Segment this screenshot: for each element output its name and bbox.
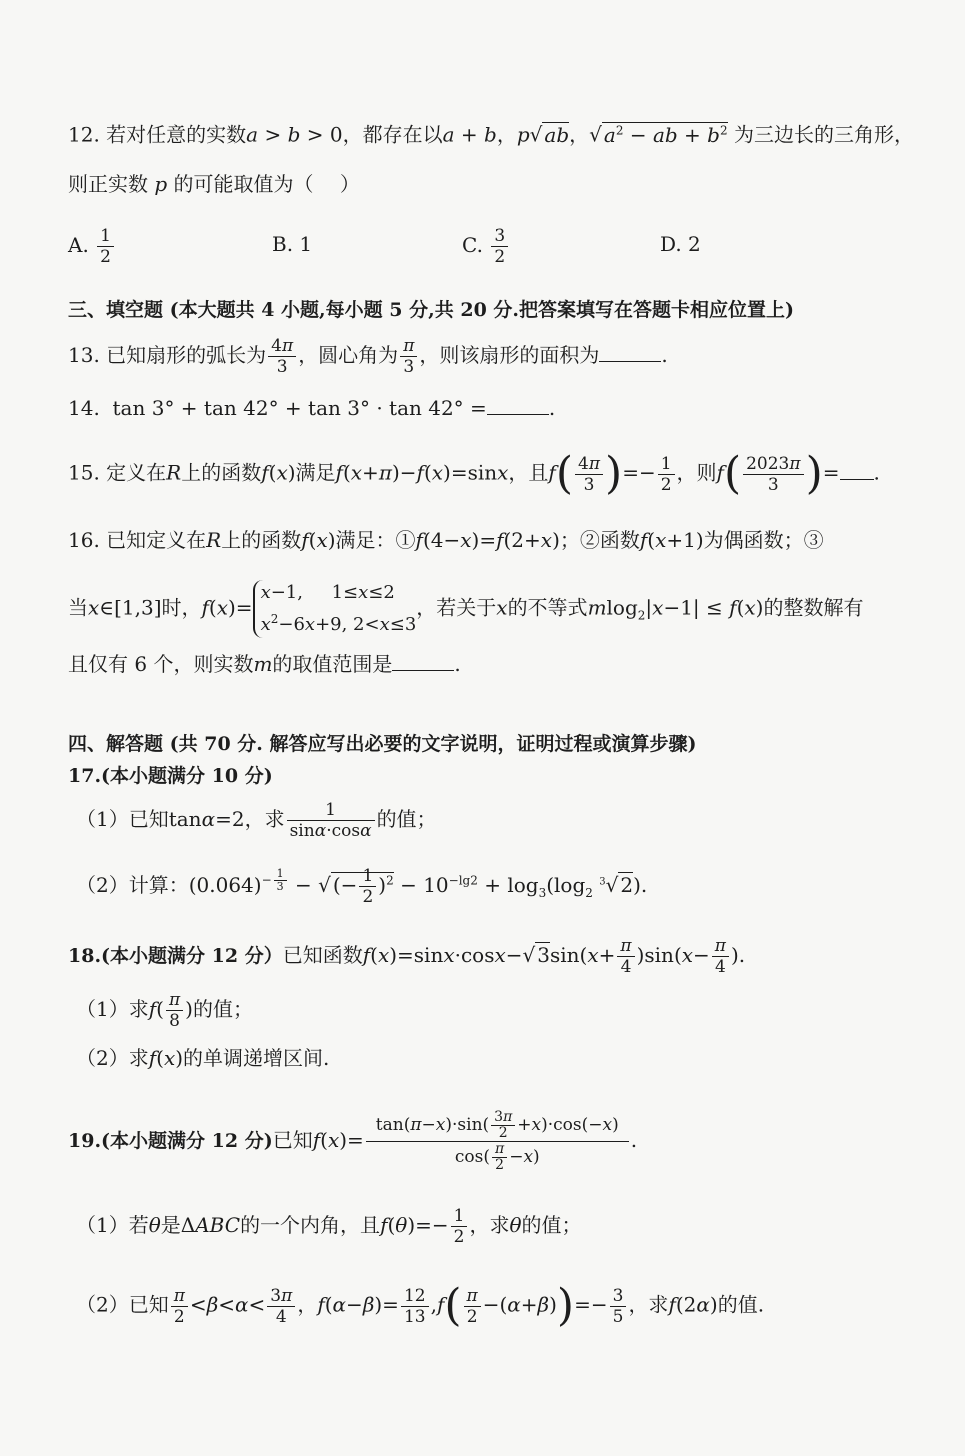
q16-line2: 当x∈[1,3]时，f(x)=x−1, 1≤x≤2 $x^2-6x+9$, 2<x≤3，若关于x的不等式mlog$_2$|x−1| ≤ f(x)的整数解有 <box>68 580 925 638</box>
q19-part1: （1）若θ是ΔABC的一个内角，且f(θ)=− $\frac{1}{2}$ ，求θ的值； <box>76 1206 582 1247</box>
q12-stem: 12. 若对任意的实数a > b > 0，都存在以a + b，p√ ab，√ $a^2$ − ab + $b^2$ 为三边长的三角形， <box>68 122 914 147</box>
q12-option-c: C. $\frac{3}{2}$ <box>462 226 510 267</box>
q16-line1: 16. 已知定义在R上的函数f(x)满足：①f(4−x)=f(2+x)；②函数f(x+1)为偶函数；③ <box>68 528 824 552</box>
q12-question: 则正实数 p 的可能取值为（ ） <box>68 172 360 196</box>
q12-option-b: B. 1 <box>272 232 313 256</box>
q19-head: 19.(本小题满分 12 分)已知f(x)= tan(π−x)·sin( $\frac{3\pi}{2}$ +x)·cos(−x) cos( $\frac{\pi}{2}$ −x) . <box>68 1109 638 1173</box>
q18-part1: （1）求f( $\frac{\pi}{8}$ )的值； <box>76 990 253 1031</box>
q14: 14. tan 3° + tan 42° + tan 3° · tan 42° = . <box>68 396 556 420</box>
q17-head: 17.(本小题满分 10 分) <box>68 765 273 787</box>
section4-title: 四、解答题 (共 70 分. 解答应写出必要的文字说明，证明过程或演算步骤) <box>68 733 697 755</box>
q12-line2 <box>68 170 925 198</box>
q17-part2: （2）计算：$(0.064)^{- \frac{1}{3}}$ − √ (− $\frac{1}{2}$ )$^2 - 10^{-lg2} + \log_3(\log_2$ $^3$√ 2). <box>76 866 648 907</box>
q17-part1: （1）已知tanα=2，求 $\frac{1}{\sin\alpha\cdot\cos\alpha}$ 的值； <box>76 800 437 841</box>
q12-option-d: D. 2 <box>660 232 701 256</box>
section3-title: 三、填空题 (本大题共 4 小题,每小题 5 分,共 20 分.把答案填写在答题卡相应位置上) <box>68 299 795 321</box>
q12-option-a: A. $\frac{1}{2}$ <box>68 226 116 267</box>
q19-part2: （2）已知 $\frac{\pi}{2}$ <β<α< $\frac{3\pi}{4}$ ，f(α−β)= $\frac{12}{13}$ ,f( $\frac{\pi}{2}$ −(α+β))=− $\frac{3}{5}$ ，求f(2α)的值. <box>76 1280 765 1331</box>
q16-line3: 且仅有 6 个，则实数m的取值范围是 . <box>68 652 461 676</box>
q18-head: 18.(本小题满分 12 分）已知函数f(x)=sinx·cosx−√ 3sin(x+ $\frac{\pi}{4}$ )sin(x− $\frac{\pi}{4}$ ). <box>68 936 746 977</box>
q15: 15. 定义在R上的函数f(x)满足f(x+π)−f(x)=sinx，且f( $\frac{4\pi}{3}$ )=− $\frac{1}{2}$ ，则f( $\frac{2023\pi}{3}$ )= . <box>68 448 880 499</box>
q18-part2: （2）求f(x)的单调递增区间. <box>76 1046 330 1070</box>
q12-line1 <box>68 116 925 149</box>
q13: 13. 已知扇形的弧长为 $\frac{4\pi}{3}$ ，圆心角为 $\frac{\pi}{3}$ ，则该扇形的面积为 . <box>68 336 668 377</box>
